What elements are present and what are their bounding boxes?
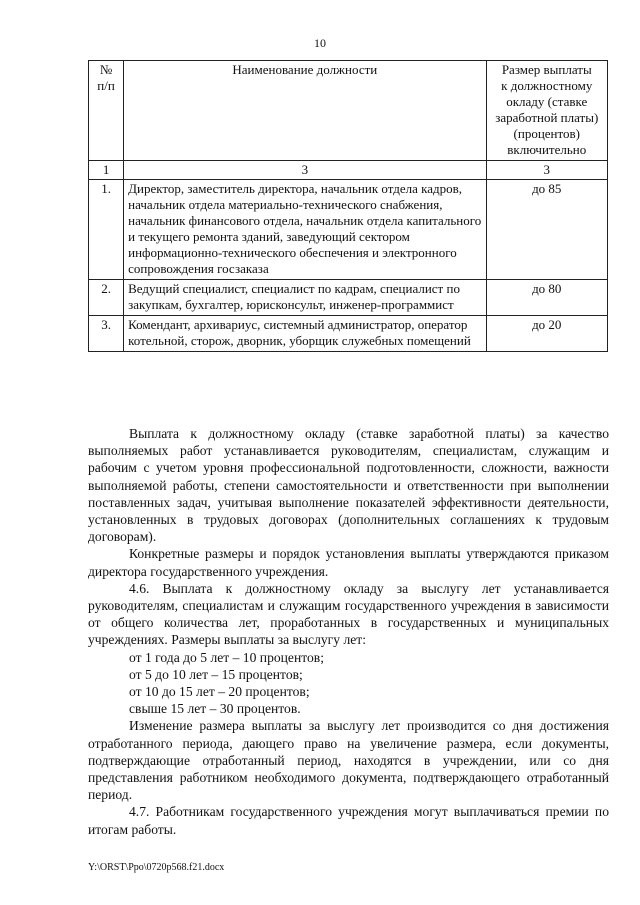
list-item: от 5 до 10 лет – 15 процентов; — [129, 666, 303, 682]
page-number: 10 — [314, 36, 326, 50]
row-number: 3. — [89, 316, 124, 352]
row-position: Комендант, архивариус, системный администратор, оператор котельной, сторож, дворник, уборщик служебных помещений — [124, 316, 486, 352]
table-row — [89, 280, 608, 316]
column-number: 3 — [124, 161, 486, 180]
document-body — [88, 425, 609, 838]
header-number: № п/п — [89, 61, 124, 161]
list-item: от 1 года до 5 лет – 10 процентов; — [129, 649, 324, 665]
paragraph-4-6: 4.6. Выплата к должностному окладу за выслугу лет устанавливается руководителям, специалистам и служащим государственного учреждения в зависимости от общего количества лет, проработанных в государственных и муниципальных учреждениях. Размеры выплаты за выслугу лет: — [88, 580, 609, 648]
paragraph-bonus-order: Конкретные размеры и порядок установления выплаты утверждаются приказом директора государственного учреждения. — [88, 546, 609, 579]
row-number: 1. — [89, 180, 124, 280]
paragraph-quality-bonus: Выплата к должностному окладу (ставке заработной платы) за качество выполняемых работ устанавливается руководителям, специалистам, служащим и рабочим с учетом уровня профессиональной подготовленности, сложности, важности выполняемой работы, степени самостоятельности и ответственности при выполнении поставленных задач, учитывая выполнение показателей эффективности деятельности, установленных в трудовых договорах (дополнительных соглашениях к трудовым договорам). — [88, 426, 609, 545]
list-item: свыше 15 лет – 30 процентов. — [129, 701, 301, 717]
row-number: 2. — [89, 280, 124, 316]
row-rate: до 80 — [486, 280, 607, 316]
header-position: Наименование должности — [124, 61, 486, 161]
paragraph-4-7: 4.7. Работникам государственного учреждения могут выплачиваться премии по итогам работы. — [88, 804, 609, 837]
pay-rate-table — [88, 60, 608, 352]
column-number-row — [89, 161, 608, 180]
list-item: от 10 до 15 лет – 20 процентов; — [129, 684, 310, 700]
paragraph-seniority-change: Изменение размера выплаты за выслугу лет производится со дня достижения отработанного периода, дающего право на увеличение размера, если документы, подтверждающие отработанный период, находятся в учреждении, или со дня представления работником необходимого документа, подтверждающего отработанный период. — [88, 718, 609, 803]
row-rate: до 85 — [486, 180, 607, 280]
table-header-row — [89, 61, 608, 161]
table-row — [89, 316, 608, 352]
row-position: Директор, заместитель директора, начальник отдела кадров, начальник отдела материально-технического снабжения, начальник финансового отдела, начальник отдела капитального и текущего ремонта зданий, заведующий сектором информационно-технического обеспечения и электронного сопровождения госзаказа — [124, 180, 486, 280]
table-row — [89, 180, 608, 280]
column-number: 1 — [89, 161, 124, 180]
header-rate: Размер выплаты к должностному окладу (ставке заработной платы) (процентов) включительно — [486, 61, 607, 161]
row-position: Ведущий специалист, специалист по кадрам, специалист по закупкам, бухгалтер, юрисконсульт, инженер-программист — [124, 280, 486, 316]
column-number: 3 — [486, 161, 607, 180]
file-path-footer: Y:\ORST\Ppo\0720p568.f21.docx — [88, 862, 225, 873]
row-rate: до 20 — [486, 316, 607, 352]
